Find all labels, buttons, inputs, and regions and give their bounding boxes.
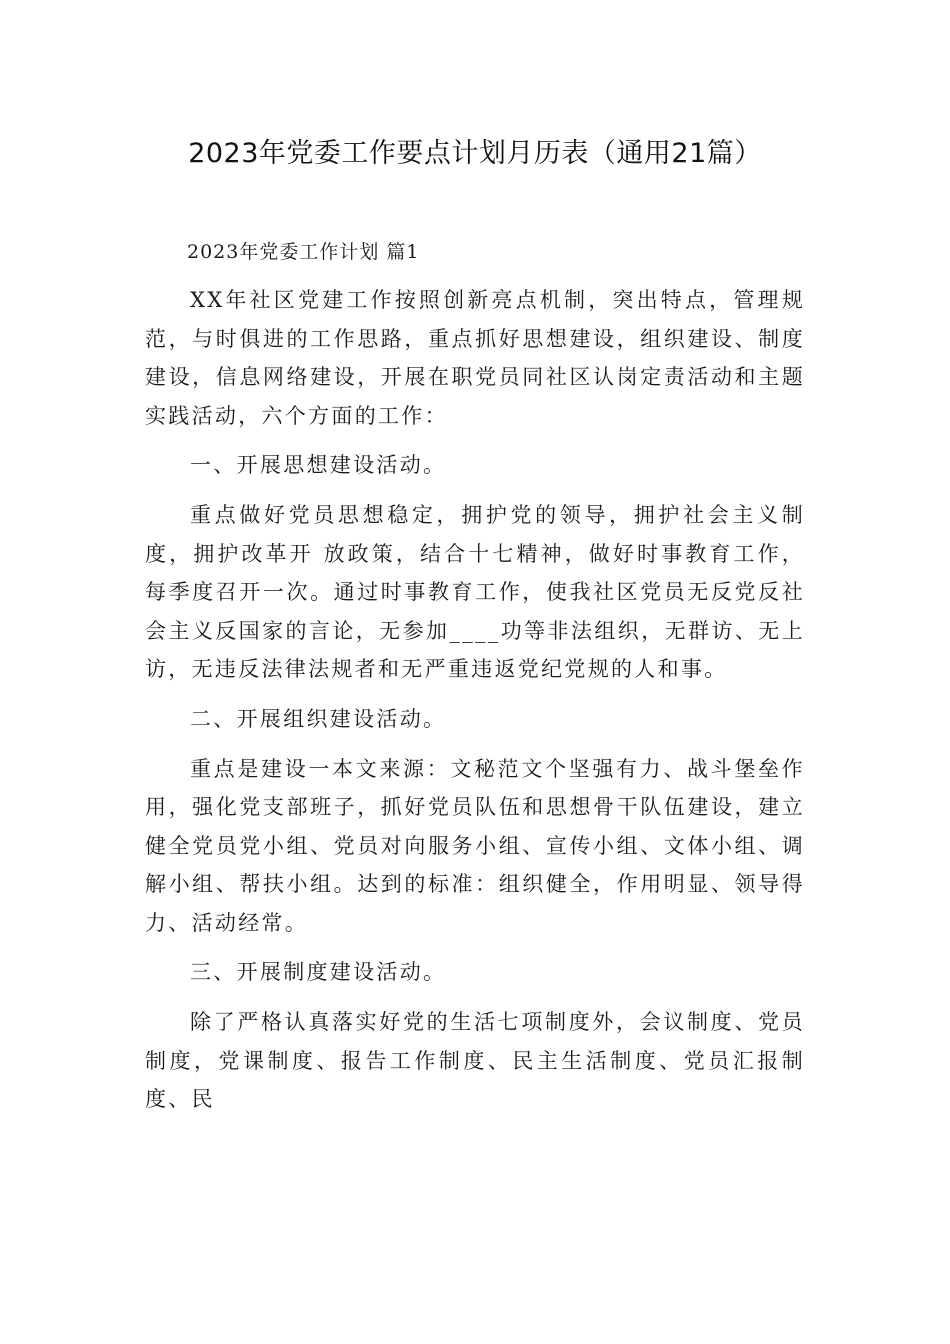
section-heading-1: 一、开展思想建设活动。 xyxy=(190,453,447,477)
section-heading-3: 三、开展制度建设活动。 xyxy=(190,960,447,984)
section-heading-2: 二、开展组织建设活动。 xyxy=(190,706,447,731)
document-subtitle: 2023年党委工作计划 篇1 xyxy=(187,241,420,263)
section-body-3: 除了严格认真落实好党的生活七项制度外，会议制度、党员制度，党课制度、报告工作制度、民主生活制度、党员汇报制度、民 xyxy=(145,1010,805,1111)
document-body xyxy=(145,233,805,1119)
section-body-2: 重点是建设一本文来源：文秘范文个坚强有力、战斗堡垒作用，强化党支部班子，抓好党员队伍和思想骨干队伍建设，建立健全党员党小组、党员对向服务小组、宣传小组、文体小组、调解小组、帮扶小组。达到的标准：组织健全，作用明显、领导得力、活动经常。 xyxy=(145,756,805,935)
section-body-1: 重点做好党员思想稳定，拥护党的领导，拥护社会主义制度，拥护改革开 放政策，结合十七精神，做好时事教育工作，每季度召开一次。通过时事教育工作，使我社区党员无反党反社会主义反国家的言论，无参加____功等非法组织，无群访、无上访，无违反法律法规者和无严重违返党纪党规的人和事。 xyxy=(145,503,805,681)
document-title: 2023年党委工作要点计划月历表（通用21篇） xyxy=(188,138,762,169)
intro-paragraph: XX年社区党建工作按照创新亮点机制，突出特点，管理规范，与时俱进的工作思路，重点抓好思想建设，组织建设、制度建设，信息网络建设，开展在职党员同社区认岗定责活动和主题实践活动，六个方面的工作： xyxy=(145,288,805,428)
